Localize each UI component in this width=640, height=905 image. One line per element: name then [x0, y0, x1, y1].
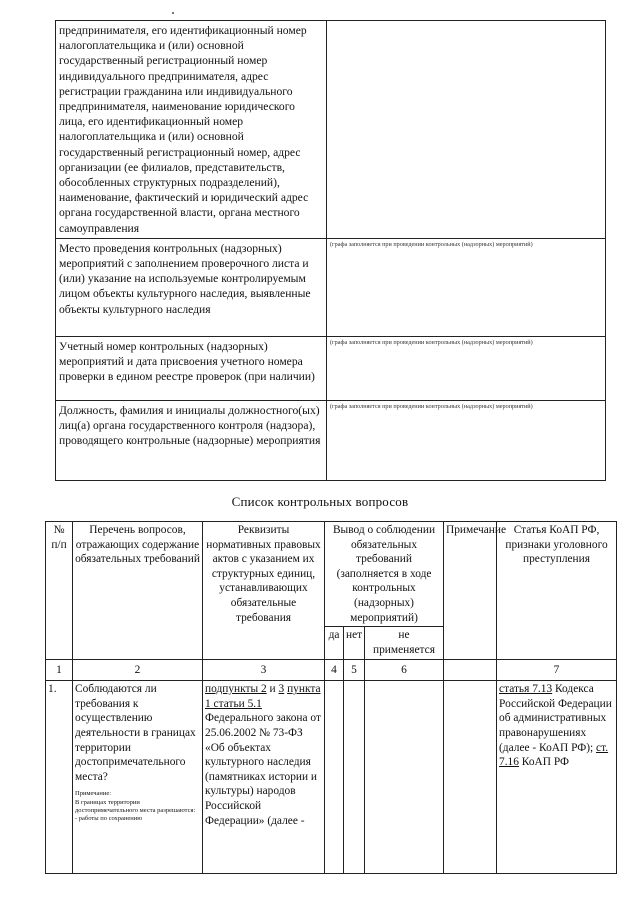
- column-number: 2: [73, 660, 203, 681]
- info-value: (графа заполняется при проведении контрольных (надзорных) мероприятий): [327, 400, 606, 480]
- col-header-num: № п/п: [46, 522, 73, 660]
- info-label: предпринимателя, его идентификационный номер налогоплательщика и (или) основной государственный регистрационный номер индивидуального предпринимателя, адрес регистрации гражданина или индивидуального предпринимателя, наименование юридического лица, его идентификационный номер налогоплательщика и (или) основной государственный регистрационный номер, адрес организации (ее филиалов, представительств, обособленных структурных подразделений), наименование, фактический и юридический адрес органа государственной власти, органа местного самоуправления: [56, 21, 327, 239]
- column-number: 3: [203, 660, 325, 681]
- scan-speck: [172, 12, 174, 14]
- col-header-conclusion: Вывод о соблюдении обязательных требований (заполняется в ходе контрольных (надзорных) мероприятий): [325, 522, 444, 627]
- note-title: Примечание:: [75, 790, 112, 798]
- law-link-subparagraph-2[interactable]: подпункты 2: [205, 683, 267, 696]
- column-number-row: [46, 660, 617, 681]
- column-number: 4: [325, 660, 344, 681]
- info-label: Должность, фамилия и инициалы должностного(ых) лиц(а) органа государственного контроля (надзора), проводящего контрольные (надзорные) мероприятия: [56, 400, 327, 480]
- subject-info-table: [55, 20, 606, 481]
- law-link-subparagraph-3[interactable]: 3: [278, 683, 285, 696]
- col-header-not-applicable: не применяется: [365, 627, 444, 660]
- col-header-article: Статья КоАП РФ, признаки уголовного преступления: [497, 522, 617, 660]
- info-label: Место проведения контрольных (надзорных) мероприятий с заполнением проверочного листа и (или) указание на используемые контролируемым лицом объекты культурного наследия, выявленные объекты культурного наследия: [56, 238, 327, 336]
- note-block: [75, 790, 200, 823]
- koap-link-article-7-13[interactable]: статья 7.13: [499, 683, 553, 696]
- column-number: 5: [344, 660, 365, 681]
- remark-cell[interactable]: [444, 681, 497, 874]
- checklist-table: [45, 521, 617, 874]
- answer-yes-cell[interactable]: [325, 681, 344, 874]
- col-header-no: нет: [344, 627, 365, 660]
- col-header-questions: Перечень вопросов, отражающих содержание обязательных требований: [73, 522, 203, 660]
- table-row: [46, 681, 617, 874]
- article-text-tail: КоАП РФ: [518, 756, 569, 769]
- column-number: 6: [365, 660, 444, 681]
- info-value: (графа заполняется при проведении контрольных (надзорных) мероприятий): [327, 336, 606, 400]
- requisites-cell: [203, 681, 325, 874]
- question-text: Соблюдаются ли требования к осуществлению деятельности в границах территории достопримечательного места?: [75, 683, 196, 783]
- info-value: [327, 21, 606, 239]
- col-header-remark: Примечание: [444, 522, 497, 660]
- article-cell: [497, 681, 617, 874]
- row-number: 1.: [46, 681, 73, 874]
- info-label: Учетный номер контрольных (надзорных) мероприятий и дата присвоения учетного номера проверки в едином реестре проверок (при наличии): [56, 336, 327, 400]
- koap-link-article-7-16[interactable]: ст. 7.16: [499, 741, 609, 769]
- info-row: [56, 400, 606, 480]
- header-row: [46, 522, 617, 627]
- requisites-text: Федерального закона от 25.06.2002 № 73-ФЗ «Об объектах культурного наследия (памятниках истории и культуры) народов Российской Федерации» (далее -: [205, 712, 321, 827]
- col-header-requisites: Реквизиты нормативных правовых актов с указанием их структурных единиц, устанавливающих обязательные требования: [203, 522, 325, 660]
- info-value: (графа заполняется при проведении контрольных (надзорных) мероприятий): [327, 238, 606, 336]
- col-header-yes: да: [325, 627, 344, 660]
- answer-no-cell[interactable]: [344, 681, 365, 874]
- info-row: [56, 21, 606, 239]
- column-number: 1: [46, 660, 73, 681]
- question-cell: [73, 681, 203, 874]
- requisites-conjunction: и: [266, 683, 279, 696]
- article-text: Кодекса Российской Федерации об административных правонарушениях (далее - КоАП РФ);: [499, 683, 612, 754]
- note-item: - работы по сохранению: [75, 814, 143, 822]
- note-text: В границах территории достопримечательного места разрешаются:: [75, 798, 196, 814]
- law-link-article-5-1[interactable]: пункта 1 статьи 5.1: [205, 683, 321, 710]
- answer-not-applicable-cell[interactable]: [365, 681, 444, 874]
- info-row: [56, 238, 606, 336]
- section-title: Список контрольных вопросов: [231, 494, 409, 509]
- column-number: 7: [497, 660, 617, 681]
- info-row: [56, 336, 606, 400]
- column-number-empty: [444, 660, 497, 681]
